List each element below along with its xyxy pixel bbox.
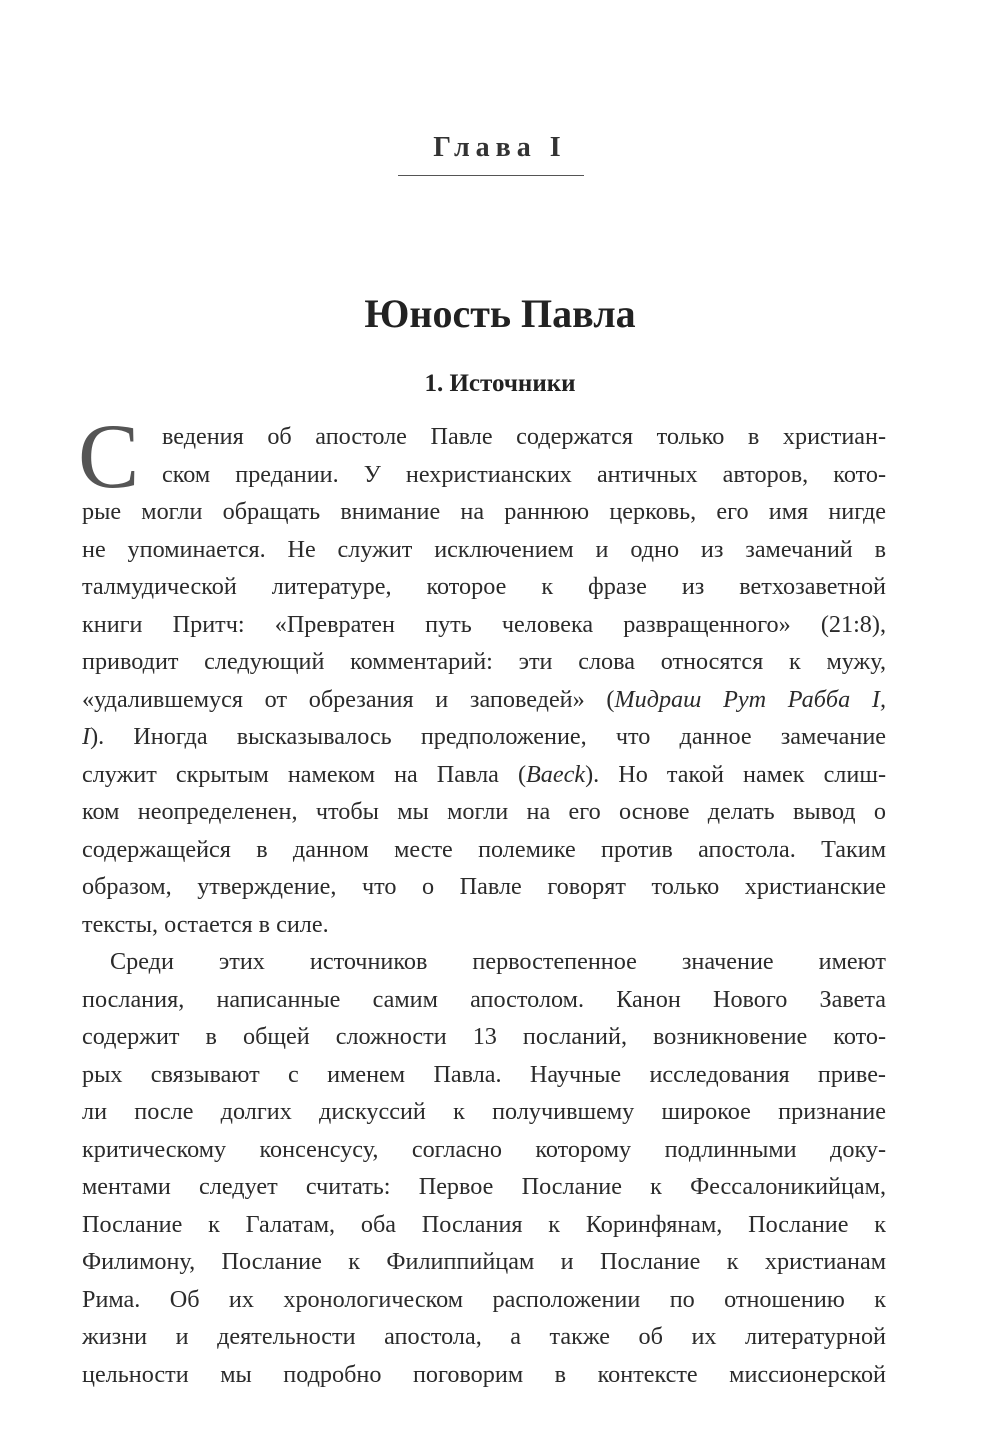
text-span: служит скрытым намеком на Павла ( [82, 760, 527, 788]
chapter-title: Юность Павла [364, 291, 636, 336]
text-line: талмудической литературе, которое к фразе из ветхозаветной [82, 573, 886, 600]
text-span: ). Иногда высказывалось предположение, что данное замечание [90, 723, 886, 750]
paragraph-2 [82, 943, 886, 1393]
text-line: содержит в общей сложности 13 посланий, возникновение кото- [82, 1023, 886, 1050]
text-line: содержащейся в данном месте полемике против апостола. Таким [82, 835, 886, 863]
text-line: ком неопределенен, чтобы мы могли на его основе делать вывод о [82, 798, 886, 825]
text-line [82, 756, 886, 794]
text-line: рые могли обращать внимание на раннюю церковь, его имя нигде [82, 498, 886, 525]
text-line: Рима. Об их хронологическом расположении по отношению к [82, 1285, 886, 1313]
text-span: «удалившемуся от обрезания и заповедей» ( [82, 685, 615, 713]
author-italic: Baeck [526, 760, 586, 788]
paragraph-1 [78, 405, 886, 943]
chapter-rule [398, 175, 584, 176]
text-line: приводит следующий комментарий: эти слова относятся к мужу, [82, 648, 886, 675]
chapter-label: Глава I [433, 132, 567, 163]
text-line: послания, написанные самим апостолом. Канон Нового Завета [82, 985, 886, 1013]
section-title: 1. Источники [424, 370, 576, 397]
text-line: тексты, остается в силе. [82, 910, 329, 938]
citation-italic: Мидраш Рут Рабба I, [614, 685, 886, 713]
text-line: образом, утверждение, что о Павле говорят только христианские [82, 873, 886, 900]
text-line: цельности мы подробно поговорим в контексте миссионерской [82, 1360, 886, 1388]
text-line: ментами следует считать: Первое Послание к Фессалоникийцам, [82, 1173, 886, 1200]
text-line: не упоминается. Не служит исключением и одно из замечаний в [82, 535, 886, 563]
text-span: ). Но такой намек слиш- [585, 760, 886, 788]
text-line: ведения об апостоле Павле содержатся только в христиан- [162, 423, 886, 450]
text-line: ли после долгих дискуссий к получившему широкое признание [82, 1098, 886, 1125]
drop-cap: С [78, 405, 140, 507]
text-line: критическому консенсусу, согласно которому подлинными доку- [82, 1135, 886, 1163]
text-line: книги Притч: «Превратен путь человека развращенного» (21:8), [82, 610, 886, 638]
text-line: рых связывают с именем Павла. Научные исследования приве- [82, 1060, 886, 1088]
text-line: Филимону, Послание к Филиппийцам и Послание к христианам [82, 1248, 886, 1275]
text-line: жизни и деятельности апостола, а также об их литературной [82, 1323, 886, 1350]
text-line [82, 681, 886, 719]
text-line: Среди этих источников первостепенное значение имеют [110, 948, 886, 975]
text-line [82, 718, 886, 756]
text-line: Послание к Галатам, оба Послания к Коринфянам, Послание к [82, 1210, 886, 1238]
body-text [78, 405, 886, 1393]
text-line: ском предании. У нехристианских античных авторов, кото- [162, 460, 886, 488]
citation-italic: I [82, 723, 91, 750]
